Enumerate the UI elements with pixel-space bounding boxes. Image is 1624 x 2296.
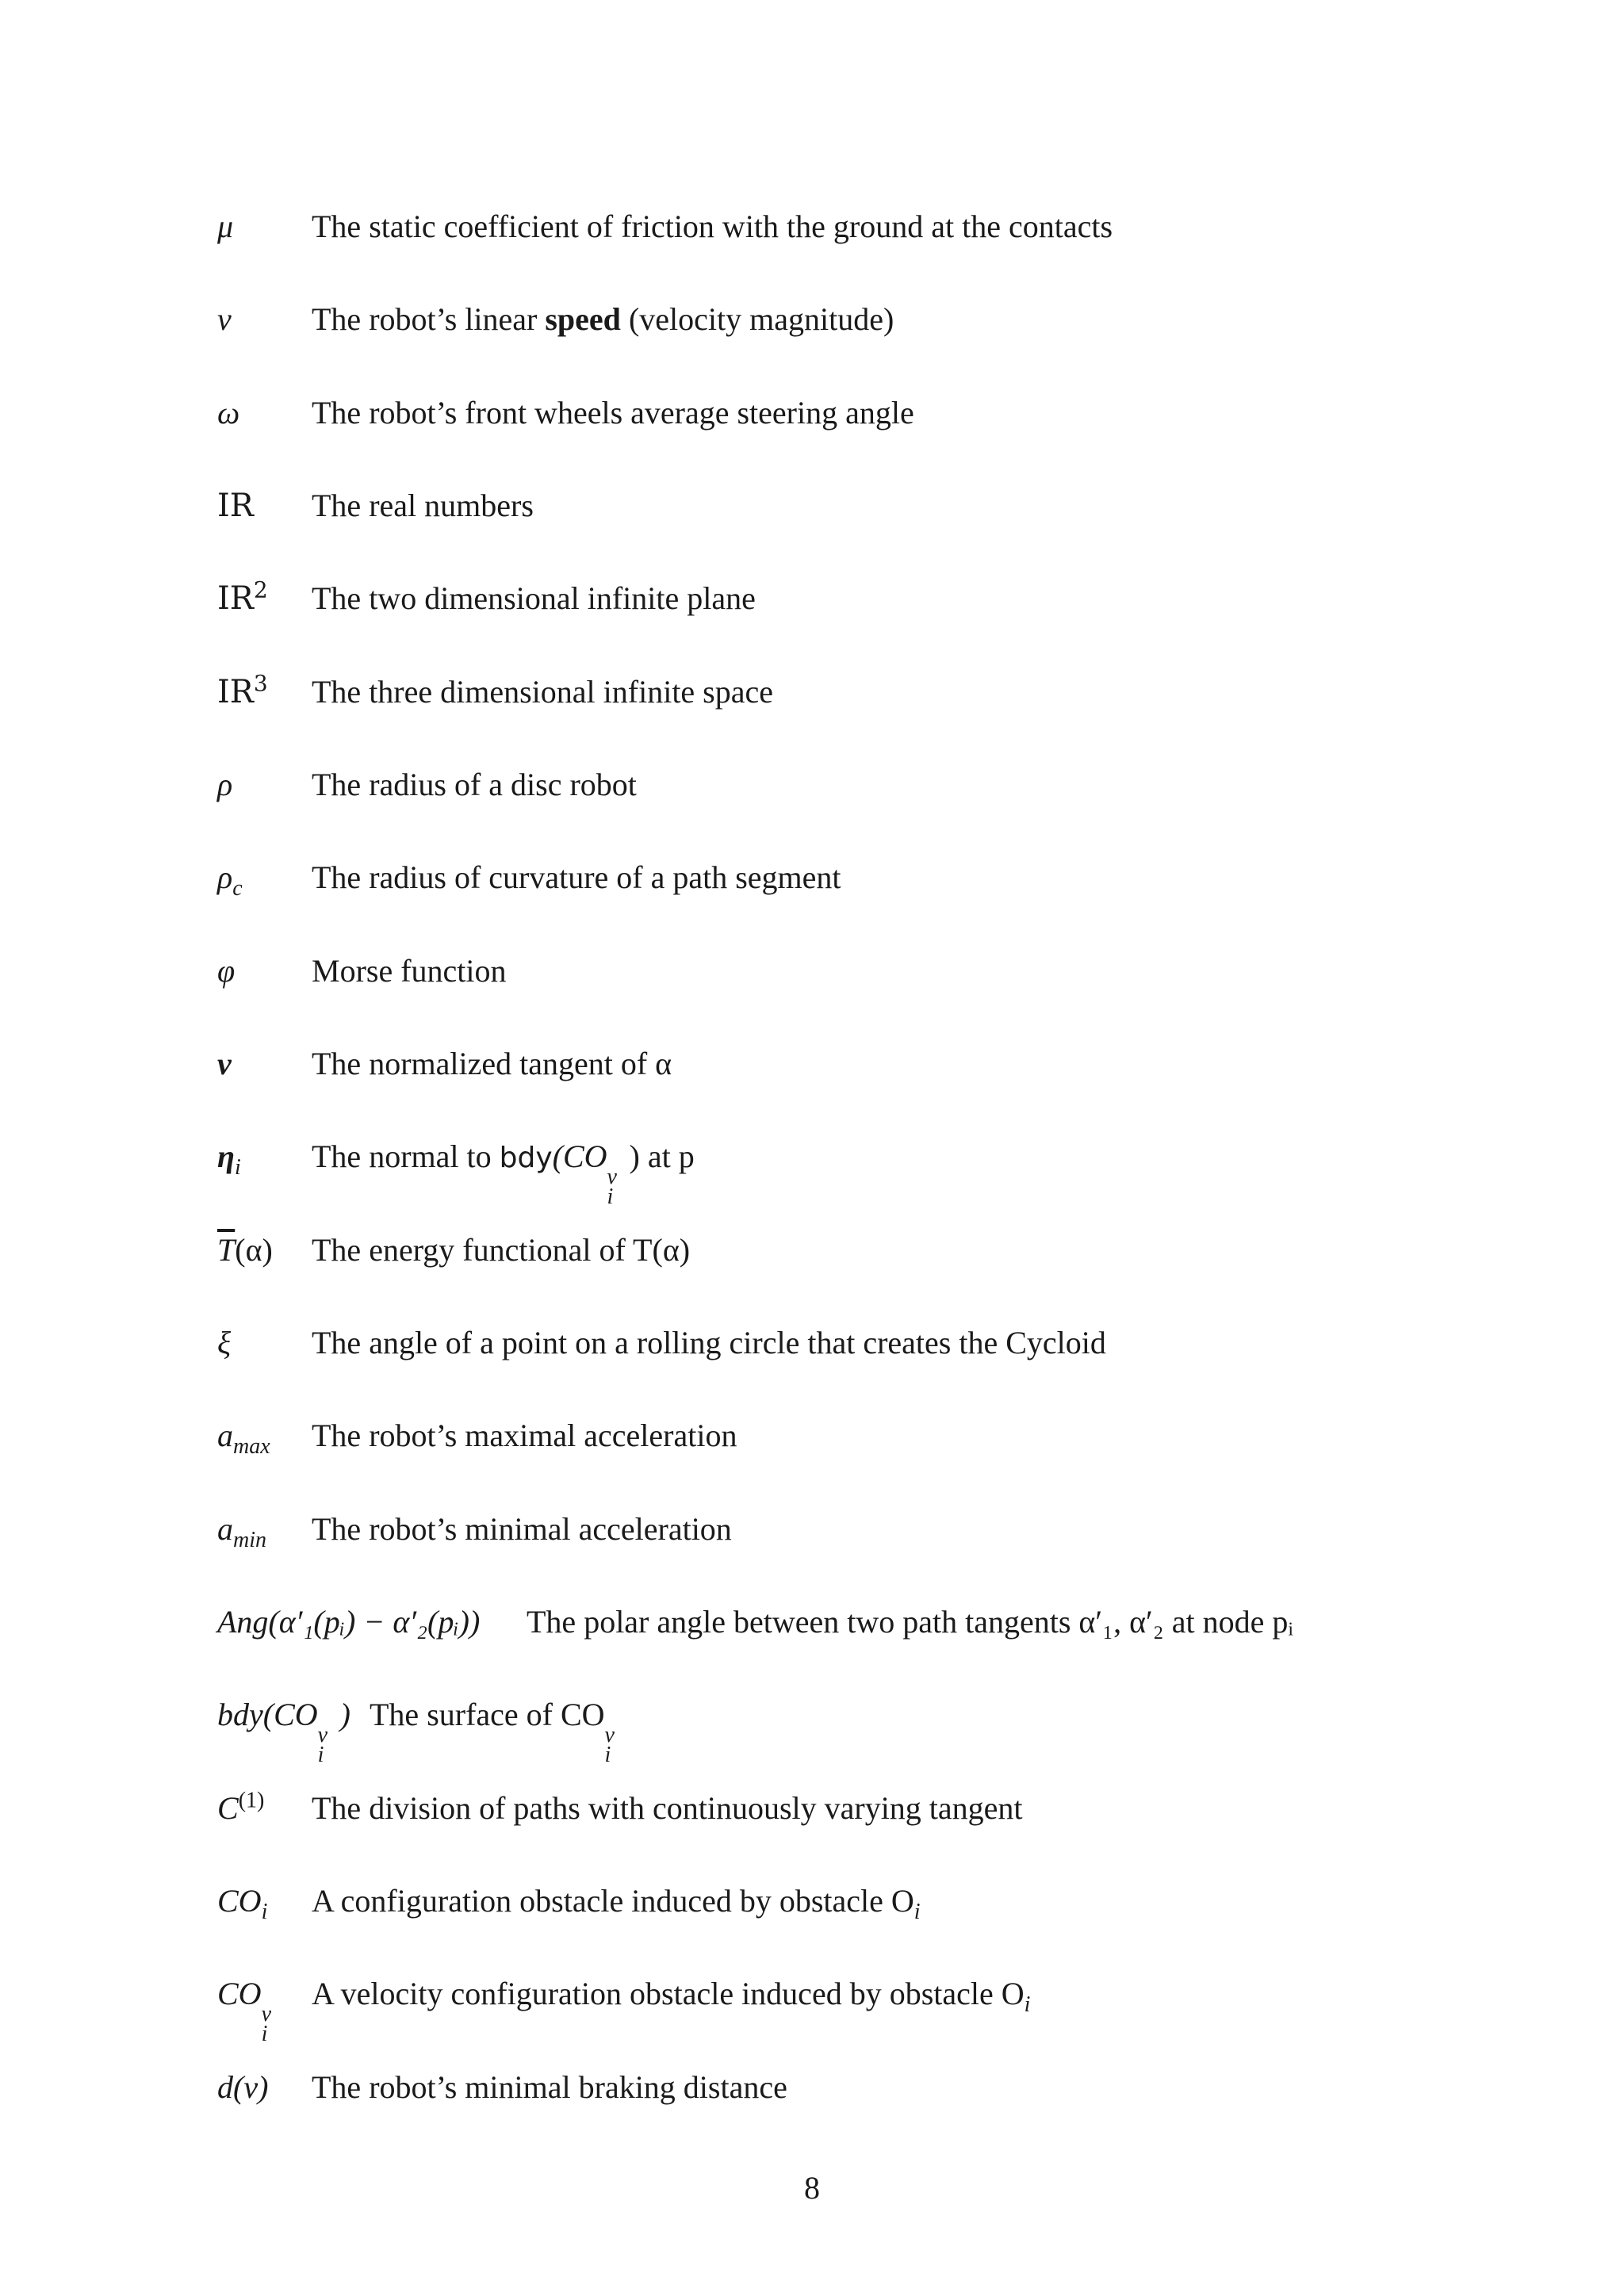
- desc-mu: The static coefficient of friction with the ground at the contacts: [312, 209, 1113, 244]
- notation-row-coiv: [0, 1962, 1624, 2046]
- symbol-amin-sub: min: [233, 1528, 266, 1552]
- desc-omega: The robot’s front wheels average steering angle: [312, 395, 914, 430]
- symbol-amin: [217, 1507, 266, 1552]
- symbol-rho-c-base: ρ: [217, 859, 233, 895]
- symbol-coi-base: CO: [217, 1883, 262, 1919]
- symbol-c1-sup: (1): [238, 1788, 265, 1813]
- symbol-coiv-sub: i: [261, 2021, 268, 2046]
- desc-amin: The robot’s minimal acceleration: [312, 1511, 732, 1547]
- symbol-omega: ω: [217, 395, 240, 430]
- symbol-bdy-sub: i: [317, 1742, 324, 1767]
- desc-bdy-text: The surface of CO: [370, 1697, 605, 1732]
- desc-eta-co: (CO: [552, 1138, 607, 1174]
- desc-r3: The three dimensional infinite space: [312, 674, 774, 710]
- desc-coi-text: A configuration obstacle induced by obstacle O: [312, 1883, 914, 1919]
- desc-amax: The robot’s maximal acceleration: [312, 1418, 737, 1453]
- symbol-bdy-base: bdy(CO: [217, 1697, 318, 1732]
- symbol-bdy-sup: v: [317, 1722, 328, 1747]
- desc-bdy-sub: i: [604, 1742, 611, 1767]
- symbol-r2-sup: 2: [253, 576, 268, 603]
- symbol-rho-c-sub: c: [232, 876, 243, 901]
- symbol-amax-base: a: [217, 1418, 233, 1453]
- symbol-r3-sup: 3: [253, 670, 268, 697]
- notation-row-phi: [0, 939, 1624, 1003]
- notation-row-amin: [0, 1498, 1624, 1561]
- symbol-bdy: [217, 1693, 350, 1767]
- symbol-eta-base: η: [217, 1138, 235, 1174]
- symbol-coiv: [217, 1972, 284, 2046]
- symbol-v: v: [217, 1046, 232, 1081]
- desc-coiv: [312, 1972, 1030, 2016]
- symbol-ang: Ang(α′₁(pᵢ) − α′₂(pᵢ)): [217, 1604, 481, 1640]
- notation-row-amax: [0, 1404, 1624, 1468]
- notation-row-reals: [0, 474, 1624, 538]
- desc-eta-bdy: bdy: [499, 1142, 553, 1174]
- symbol-r2-base: IR: [217, 580, 254, 617]
- symbol-rho: ρ: [217, 767, 233, 802]
- symbol-tbar-arg: (α): [235, 1232, 273, 1268]
- symbol-phi: φ: [217, 953, 236, 989]
- symbol-coiv-base: CO: [217, 1976, 262, 2011]
- symbol-xi: ξ: [217, 1325, 232, 1360]
- desc-tbar: The energy functional of T(α): [312, 1232, 691, 1268]
- symbol-r2: [217, 576, 268, 621]
- notation-row-r3: [0, 660, 1624, 724]
- symbol-coi: [217, 1879, 267, 1923]
- desc-ang: The polar angle between two path tangents α′₁, α′₂ at node pᵢ: [527, 1604, 1293, 1640]
- desc-nu-part: (velocity magnitude): [620, 301, 894, 337]
- page-number: 8: [804, 2170, 820, 2206]
- desc-coi: [312, 1879, 921, 1923]
- desc-eta-sup: v: [607, 1164, 617, 1189]
- desc-dnu: The robot’s minimal braking distance: [312, 2069, 787, 2105]
- desc-eta-sub: i: [607, 1184, 614, 1209]
- notation-row-dnu: [0, 2056, 1624, 2119]
- symbol-dnu: d(ν): [217, 2069, 269, 2105]
- desc-coi-sub: i: [914, 1900, 921, 1924]
- desc-r2: The two dimensional infinite plane: [312, 580, 756, 616]
- notation-row-r2: [0, 567, 1624, 630]
- symbol-mu: μ: [217, 209, 234, 244]
- desc-bdy: [370, 1693, 627, 1767]
- symbol-r3: [217, 670, 268, 714]
- symbol-coiv-sup: v: [261, 2001, 272, 2026]
- notation-row-v: [0, 1032, 1624, 1096]
- symbol-eta: [217, 1135, 241, 1179]
- desc-c1: The division of paths with continuously varying tangent: [312, 1790, 1023, 1826]
- symbol-reals: IR: [217, 488, 254, 524]
- desc-eta: [312, 1135, 695, 1209]
- notation-row-rho: [0, 753, 1624, 817]
- desc-xi: The angle of a point on a rolling circle that creates the Cycloid: [312, 1325, 1106, 1360]
- symbol-rho-c: [217, 855, 243, 900]
- notation-row-eta: [0, 1125, 1624, 1209]
- notation-row-tbar: [0, 1219, 1624, 1282]
- symbol-tbar: [217, 1228, 273, 1272]
- desc-v: The normalized tangent of α: [312, 1046, 672, 1081]
- desc-phi: Morse function: [312, 953, 507, 989]
- desc-nu: [312, 297, 894, 342]
- notation-row-xi: [0, 1311, 1624, 1375]
- symbol-bdy-close: ): [339, 1697, 350, 1732]
- notation-row-c1: [0, 1777, 1624, 1840]
- symbol-tbar-base: $\overline{T}$: [217, 1232, 236, 1268]
- notation-row-omega: [0, 381, 1624, 445]
- desc-bdy-sup: v: [604, 1722, 615, 1747]
- desc-nu-part: The robot’s linear: [312, 301, 546, 337]
- desc-coiv-text: A velocity configuration obstacle induced by obstacle O: [312, 1976, 1025, 2011]
- desc-reals: The real numbers: [312, 488, 534, 523]
- notation-row-ang: [0, 1590, 1624, 1654]
- notation-row-mu: [0, 195, 1624, 258]
- symbol-c1: [217, 1786, 264, 1831]
- symbol-coi-sub: i: [261, 1900, 268, 1924]
- symbol-c1-base: C: [217, 1790, 239, 1826]
- notation-row-bdy: [0, 1683, 1624, 1767]
- symbol-amax-sub: max: [233, 1434, 270, 1459]
- notation-row-rho-c: [0, 846, 1624, 909]
- desc-coiv-sub: i: [1024, 1992, 1031, 2017]
- desc-eta-part: ) at p: [629, 1138, 695, 1174]
- desc-eta-part: The normal to: [312, 1138, 500, 1174]
- notation-row-nu: [0, 288, 1624, 351]
- desc-rho: The radius of a disc robot: [312, 767, 637, 802]
- desc-nu-bold: speed: [545, 301, 621, 337]
- symbol-nu: ν: [217, 301, 232, 337]
- symbol-eta-sub: i: [234, 1155, 241, 1180]
- notation-row-coi: [0, 1869, 1624, 1933]
- symbol-amax: [217, 1414, 270, 1458]
- symbol-amin-base: a: [217, 1511, 233, 1547]
- desc-rho-c: The radius of curvature of a path segment: [312, 859, 841, 895]
- symbol-r3-base: IR: [217, 674, 254, 710]
